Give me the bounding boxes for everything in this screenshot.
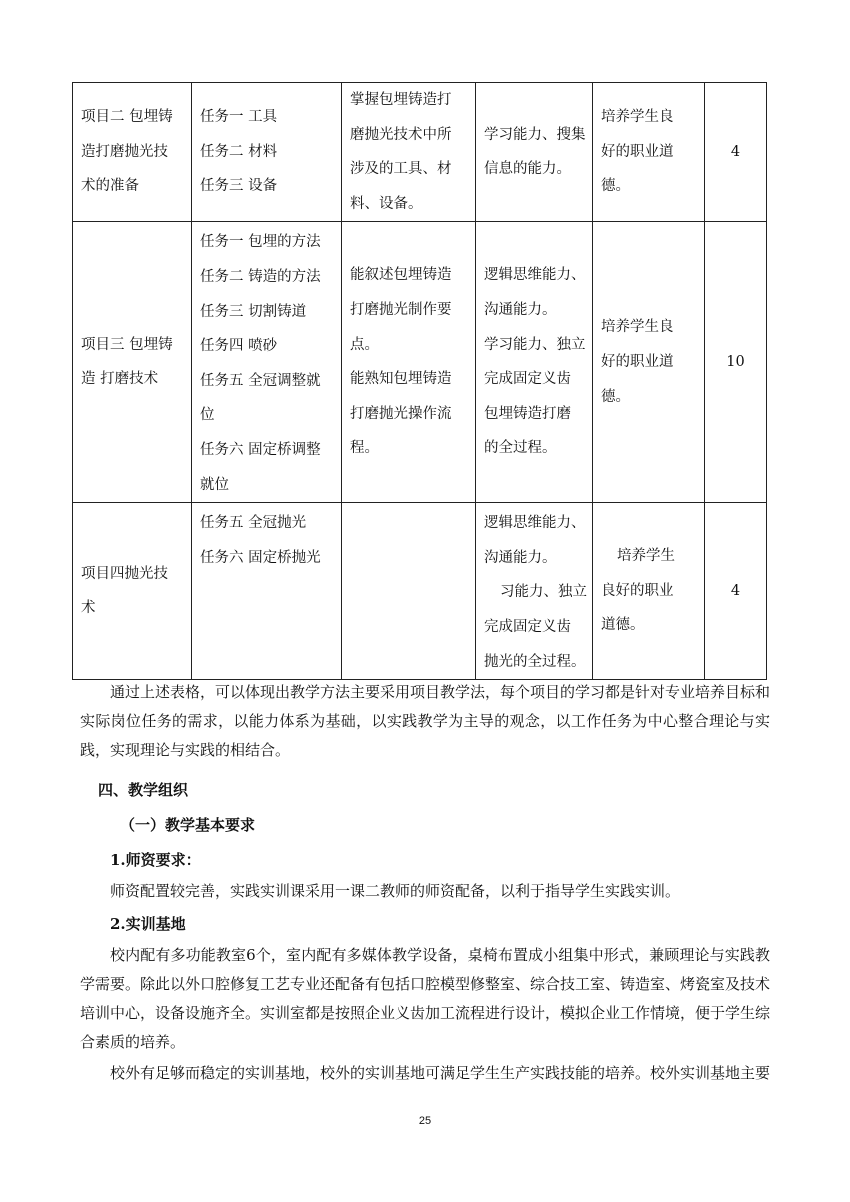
task-line: 位 <box>200 407 215 424</box>
quality-line: 培养学生良 <box>601 319 674 336</box>
ability-line: 的全过程。 <box>484 440 557 457</box>
page-number: 25 <box>418 1115 432 1127</box>
project-line: 造 打磨技术 <box>81 371 159 388</box>
quality-line: 培养学生 <box>617 548 675 565</box>
quality-line: 好的职业道 <box>601 143 674 160</box>
table-row <box>73 503 767 680</box>
section-heading-teaching-organization: 四、教学组织 <box>98 781 189 799</box>
table-row <box>73 83 767 222</box>
quality-cell <box>593 222 705 503</box>
quality-line: 良好的职业 <box>601 582 674 599</box>
ability-cell <box>476 222 593 503</box>
summary-paragraph: 通过上述表格，可以体现出教学方法主要采用项目教学法，每个项目的学习都是针对专业培养目标和实际岗位任务的需求，以能力体系为基础，以实践教学为主导的观念，以工作任务为中心整合理论与实践，实现理论与实践的相结合。 <box>80 683 771 759</box>
knowledge-line: 打磨抛光操作流 <box>350 405 452 422</box>
task-line: 任务五 全冠调整就 <box>200 372 321 389</box>
task-line: 任务六 固定桥调整 <box>200 441 321 458</box>
ability-line: 完成固定义齿 <box>484 371 571 388</box>
project-cell <box>73 503 192 680</box>
ability-cell <box>476 83 593 222</box>
quality-line: 德。 <box>601 388 630 405</box>
ability-line: 学习能力、独立 <box>484 336 586 353</box>
knowledge-line: 掌握包埋铸造打 <box>350 92 452 108</box>
tasks-cell <box>192 83 342 222</box>
quality-line: 好的职业道 <box>601 353 674 370</box>
knowledge-line: 涉及的工具、材 <box>350 161 452 178</box>
task-line: 任务三 设备 <box>200 178 278 195</box>
ability-line: 沟通能力。 <box>484 302 557 319</box>
table-row <box>73 222 767 503</box>
hours-cell <box>705 503 767 680</box>
task-line: 任务五 全冠抛光 <box>200 515 307 532</box>
training-base-paragraph: 校内配有多功能教室6个，室内配有多媒体教学设备，桌椅布置成小组集中形式，兼顾理论与实践教学需要。除此以外口腔修复工艺专业还配备有包括口腔模型修整室、综合技工室、铸造室、烤瓷室及技术培训中心，设备设施齐全。实训室都是按照企业义齿加工流程进行设计，模拟企业工作情境，便于学生综合素质的培养。 <box>80 946 771 1051</box>
course-table <box>72 82 767 680</box>
heading-training-base: 2.实训基地 <box>110 915 186 933</box>
task-line: 任务二 铸造的方法 <box>200 268 321 285</box>
ability-line: 信息的能力。 <box>484 161 571 178</box>
ability-line: 包埋铸造打磨 <box>484 405 571 422</box>
knowledge-cell <box>342 83 476 222</box>
quality-line: 道德。 <box>601 617 645 634</box>
hours-value: 10 <box>726 353 745 370</box>
task-line: 任务三 切割铸道 <box>200 303 307 320</box>
task-line: 任务一 工具 <box>200 109 278 126</box>
knowledge-line: 磨抛光技术中所 <box>350 126 452 143</box>
knowledge-line: 能叙述包埋铸造 <box>350 267 452 284</box>
ability-cell <box>476 503 593 680</box>
ability-line: 学习能力、搜集 <box>484 126 586 143</box>
hours-value: 4 <box>730 582 741 599</box>
offcampus-paragraph: 校外有足够而稳定的实训基地，校外的实训基地可满足学生生产实践技能的培养。校外实训基地主要 <box>110 1064 771 1082</box>
subsection-heading-basic-requirements: （一）教学基本要求 <box>120 816 256 834</box>
quality-line: 培养学生良 <box>601 109 674 126</box>
project-line: 术的准备 <box>81 178 139 195</box>
project-line: 项目二 包埋铸 <box>81 109 173 126</box>
project-line: 术 <box>81 600 96 617</box>
task-line: 就位 <box>200 476 229 493</box>
ability-line: 抛光的全过程。 <box>484 653 586 670</box>
knowledge-line: 料、设备。 <box>350 195 423 212</box>
hours-cell <box>705 83 767 222</box>
knowledge-cell <box>342 222 476 503</box>
project-line: 项目四抛光技 <box>81 565 168 582</box>
tasks-cell <box>192 222 342 503</box>
project-cell <box>73 83 192 222</box>
ability-line: 逻辑思维能力、 <box>484 267 586 284</box>
quality-line: 德。 <box>601 178 630 195</box>
heading-teacher-requirements: 1.师资要求： <box>110 851 201 869</box>
knowledge-cell <box>342 503 476 680</box>
task-line: 任务二 材料 <box>200 143 278 160</box>
ability-line: 习能力、独立 <box>500 584 587 601</box>
ability-line: 沟通能力。 <box>484 549 557 566</box>
course-table-body <box>73 83 767 680</box>
quality-cell <box>593 83 705 222</box>
project-line: 造打磨抛光技 <box>81 143 168 160</box>
knowledge-line: 点。 <box>350 336 379 353</box>
task-line: 任务六 固定桥抛光 <box>200 549 321 566</box>
body-text <box>80 678 770 1088</box>
knowledge-line: 打磨抛光制作要 <box>350 302 452 319</box>
knowledge-line: 能熟知包埋铸造 <box>350 371 452 388</box>
tasks-cell <box>192 503 342 680</box>
task-line: 任务四 喷砂 <box>200 338 278 355</box>
knowledge-line: 程。 <box>350 440 379 457</box>
project-line: 项目三 包埋铸 <box>81 336 173 353</box>
hours-cell <box>705 222 767 503</box>
ability-line: 逻辑思维能力、 <box>484 515 586 532</box>
project-cell <box>73 222 192 503</box>
teacher-paragraph: 师资配置较完善，实践实训课采用一课二教师的师资配备，以利于指导学生实践实训。 <box>110 882 681 900</box>
quality-cell <box>593 503 705 680</box>
task-line: 任务一 包埋的方法 <box>200 234 321 251</box>
hours-value: 4 <box>730 143 741 160</box>
ability-line: 完成固定义齿 <box>484 618 571 635</box>
